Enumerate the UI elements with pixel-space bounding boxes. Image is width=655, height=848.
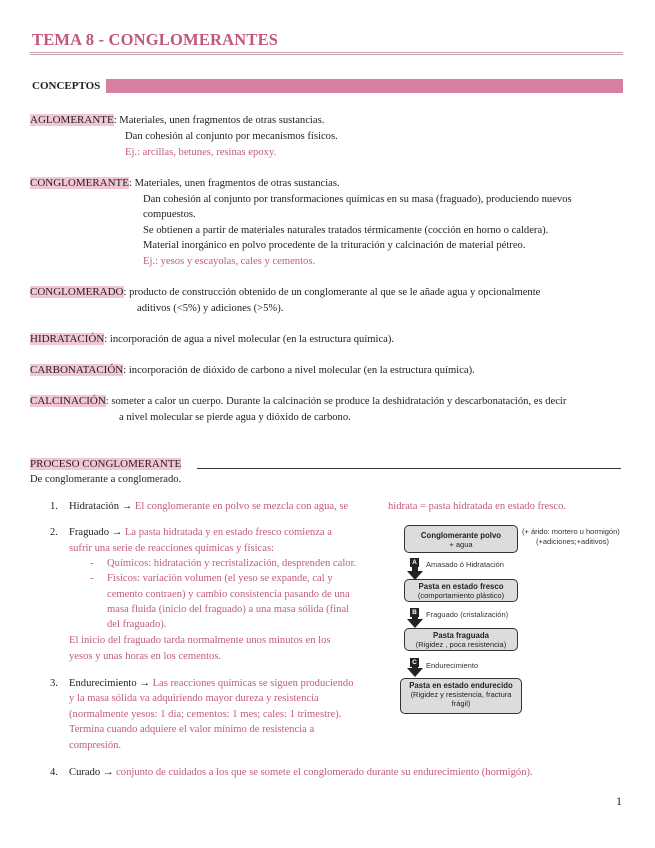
step-2-name: Fraguado [69, 527, 110, 538]
def-conglomerado-line2: aditivos (<5%) y adiciones (>5%). [137, 303, 284, 314]
figure-box3-l1: Pasta fraguada [433, 631, 489, 640]
def-aglomerante-example: Ej.: arcillas, betunes, resinas epoxy. [125, 147, 277, 158]
step-2-bullet1-dash: - [90, 558, 94, 569]
section-heading-conceptos: CONCEPTOS [32, 80, 101, 92]
page-number: 1 [616, 794, 622, 808]
term-carbonatacion: CARBONATACIÓN [30, 364, 124, 376]
figure-step-c: C [410, 658, 419, 667]
process-figure [398, 522, 628, 722]
step-2 [69, 525, 332, 540]
term-conglomerado: CONGLOMERADO [30, 286, 124, 298]
step-2-note-l2: yesos y unas horas en los cementos. [69, 651, 222, 662]
figure-box-pasta-endurecido [400, 678, 522, 714]
step-1-name: Hidratación [69, 501, 120, 512]
def-aglomerante-line1: : Materiales, unen fragmentos de otras sustancias. [113, 115, 325, 126]
step-1 [69, 499, 348, 514]
step-4-num: 4. [50, 767, 58, 778]
step-3-line4: Termina cuando adquiere el valor mínimo de resistencia a [69, 724, 315, 735]
figure-label-a: Amasado ó Hidratación [426, 560, 504, 569]
figure-side-l2: (+adiciones;+aditivos) [536, 537, 609, 546]
def-conglomerante-line1: : Materiales, unen fragmentos de otras sustancias. [129, 178, 340, 189]
def-conglomerante-example: Ej.: yesos y escayolas, cales y cementos. [143, 256, 316, 267]
def-aglomerante [30, 113, 324, 128]
def-conglomerado [30, 285, 540, 300]
step-2-arrow: → [111, 527, 123, 538]
step-2-bullet2-l2: cemento contraen) y cambio consistencia pasando de una [107, 589, 350, 600]
section-bar-conceptos [106, 79, 623, 93]
step-4 [69, 765, 533, 780]
figure-box4-l2: (Rigidez y resistencia, fractura [410, 690, 512, 699]
def-hidratacion [30, 332, 394, 347]
step-2-bullet2-l1: Físicos: variación volumen (el yeso se expande, cal y [107, 573, 333, 584]
term-calcinacion: CALCINACIÓN [30, 395, 106, 407]
figure-box4-l1: Pasta en estado endurecido [409, 681, 513, 690]
step-2-note-l1: El inicio del fraguado tarda normalmente unos minutos en los [69, 635, 331, 646]
page-title: TEMA 8 - CONGLOMERANTES [32, 30, 279, 49]
def-calcinacion-line1: : someter a calor un cuerpo. Durante la calcinación se produce la deshidratación y descarbonatación, es decir [105, 396, 567, 407]
section-heading-proceso-label: PROCESO CONGLOMERANTE [30, 458, 182, 470]
step-4-name: Curado [69, 767, 101, 778]
figure-box1-l1: Conglomerante polvo [420, 531, 502, 540]
figure-label-c: Endurecimiento [426, 661, 479, 670]
term-aglomerante: AGLOMERANTE [30, 114, 114, 126]
figure-box4-l3: frágil) [451, 699, 471, 708]
step-2-line1: La pasta hidratada y en estado fresco comienza a [124, 527, 332, 538]
step-1-text: El conglomerante en polvo se mezcla con agua, se [134, 501, 349, 512]
step-4-text: conjunto de cuidados a los que se somete el conglomerado durante su endurecimiento (hormigón). [116, 767, 533, 778]
figure-box2-l2: (comportamiento plástico) [417, 591, 505, 600]
step-3-line5: compresión. [69, 740, 122, 751]
step-2-bullet1: Químicos: hidratación y recristalización, desprenden calor. [107, 558, 357, 569]
step-3 [69, 676, 354, 691]
step-2-bullet2-l3: masa fluida (inicio del fraguado) a una masa sólida (final [107, 604, 350, 615]
step-2-line2: sufrir una serie de reacciones químicas y físicas: [69, 543, 275, 554]
step-1-num: 1. [50, 501, 58, 512]
step-3-arrow: → [139, 678, 150, 689]
figure-arrow-b-icon [407, 619, 423, 628]
figure-arrow-c-icon [407, 668, 423, 677]
figure-box2-l1: Pasta en estado fresco [418, 582, 504, 591]
step-2-bullet2-dash: - [90, 573, 94, 584]
figure-box-pasta-fresco [404, 579, 518, 602]
figure-step-a: A [410, 558, 419, 567]
figure-box-pasta-fraguada [404, 628, 518, 651]
step-3-num: 3. [50, 678, 58, 689]
figure-side-l1: (+ árido: mortero u hormigón) [522, 527, 620, 536]
figure-box1-l2: + agua [449, 540, 473, 549]
def-conglomerante-line5: Material inorgánico en polvo procedente de la trituración y calcinación de material pétreo. [143, 240, 526, 251]
step-3-line2: y la masa sólida va adquiriendo mayor dureza y resistencia [69, 693, 319, 704]
def-hidratacion-text: : incorporación de agua a nivel molecular (en la estructura química). [104, 334, 395, 345]
def-conglomerado-line1: : producto de construcción obtenido de un conglomerante al que se le añade agua y opcionalmente [123, 287, 541, 298]
def-calcinacion [30, 394, 566, 409]
figure-box3-l2: (Rigidez , poca resistencia) [415, 640, 507, 649]
step-4-arrow: → [102, 767, 114, 778]
step-2-bullet2-l4: del fraguado). [107, 619, 167, 630]
figure-step-b: B [410, 608, 419, 617]
step-2-num: 2. [50, 527, 58, 538]
section-rule-proceso [197, 468, 621, 469]
step-3-line1: Las reacciones químicas se siguen produciendo [152, 678, 354, 689]
term-hidratacion: HIDRATACIÓN [30, 333, 105, 345]
def-conglomerante-line3: compuestos. [143, 209, 196, 220]
def-conglomerante-line4: Se obtienen a partir de materiales naturales tratados térmicamente (cocción en horno o caldera). [143, 225, 549, 236]
def-conglomerante [30, 176, 340, 191]
step-1-text2: hidrata = pasta hidratada en estado fresco. [388, 501, 567, 512]
figure-label-b: Fraguado (cristalización) [426, 610, 509, 619]
def-conglomerante-line2: Dan cohesión al conjunto por transformaciones químicas en su masa (fraguado), produciendo nuevos [143, 194, 572, 205]
def-carbonatacion [30, 363, 475, 378]
def-carbonatacion-text: : incorporación de dióxido de carbono a nivel molecular (en la estructura química). [123, 365, 475, 376]
step-3-line3: (normalmente yesos: 1 día; cementos: 1 mes; cales: 1 trimestre). [69, 709, 342, 720]
term-conglomerante: CONGLOMERANTE [30, 177, 129, 189]
figure-box-conglomerante [404, 525, 518, 553]
def-calcinacion-line2: a nivel molecular se pierde agua y dióxido de carbono. [119, 412, 351, 423]
section-heading-proceso [30, 457, 181, 472]
def-aglomerante-line2: Dan cohesión al conjunto por mecanismos físicos. [125, 131, 338, 142]
proceso-intro: De conglomerante a conglomerado. [30, 474, 182, 485]
step-3-name: Endurecimiento [69, 678, 137, 689]
step-1-arrow: → [121, 501, 133, 512]
title-rule [30, 52, 623, 55]
